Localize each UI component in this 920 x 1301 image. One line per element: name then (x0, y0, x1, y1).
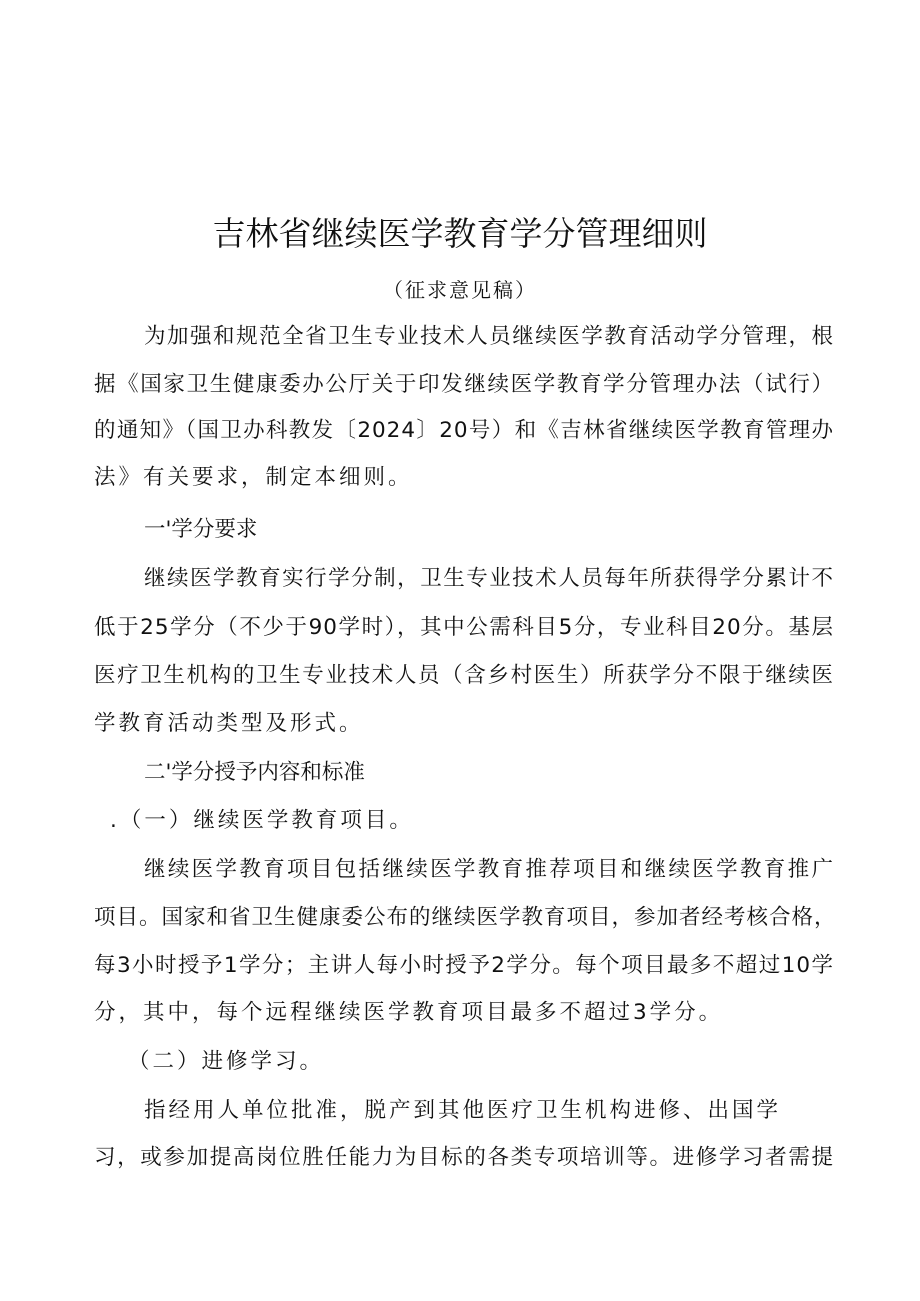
text-line: 继续医学教育项目包括继续医学教育推荐项目和继续医学教育推广 (144, 857, 834, 882)
text-line: 的通知》（国卫办科教发〔2024〕20号）和《吉林省继续医学教育管理办 (94, 418, 834, 443)
text-line: 医疗卫生机构的卫生专业技术人员（含乡村医生）所获学分不限于继续医 (94, 663, 834, 688)
text-line: 指经用人单位批准，脱产到其他医疗卫生机构进修、出国学 (144, 1098, 782, 1123)
document-title: 吉林省继续医学教育学分管理细则 (212, 214, 708, 253)
text-line: 低于25学分（不少于90学时），其中公需科目5分，专业科目20分。基层 (94, 615, 834, 640)
text-line: 每3小时授予1学分；主讲人每小时授予2学分。每个项目最多不超过10学 (94, 953, 834, 978)
subsection-heading: .（一）继续医学教育项目。 (110, 808, 414, 833)
text-line: 习，或参加提高岗位胜任能力为目标的各类专项培训等。进修学习者需提 (94, 1145, 834, 1170)
text-line: 据《国家卫生健康委办公厅关于印发继续医学教育学分管理办法（试行） (94, 372, 834, 397)
text-line: 分，其中，每个远程继续医学教育项目最多不超过3学分。 (94, 1000, 724, 1025)
subsection-heading: （二）进修学习。 (128, 1049, 325, 1074)
text-line: 学教育活动类型及形式。 (94, 711, 364, 736)
section-heading: 二'学分授予内容和标准 (144, 760, 365, 785)
document-subtitle: （征求意见稿） (383, 278, 537, 302)
text-line: 继续医学教育实行学分制，卫生专业技术人员每年所获得学分累计不 (144, 566, 834, 591)
text-line: 为加强和规范全省卫生专业技术人员继续医学教育活动学分管理，根 (144, 324, 834, 349)
text-line: 项目。国家和省卫生健康委公布的继续医学教育项目，参加者经考核合格， (94, 905, 837, 930)
text-line: 法》有关要求，制定本细则。 (94, 465, 413, 490)
section-heading: 一'学分要求 (144, 517, 258, 542)
